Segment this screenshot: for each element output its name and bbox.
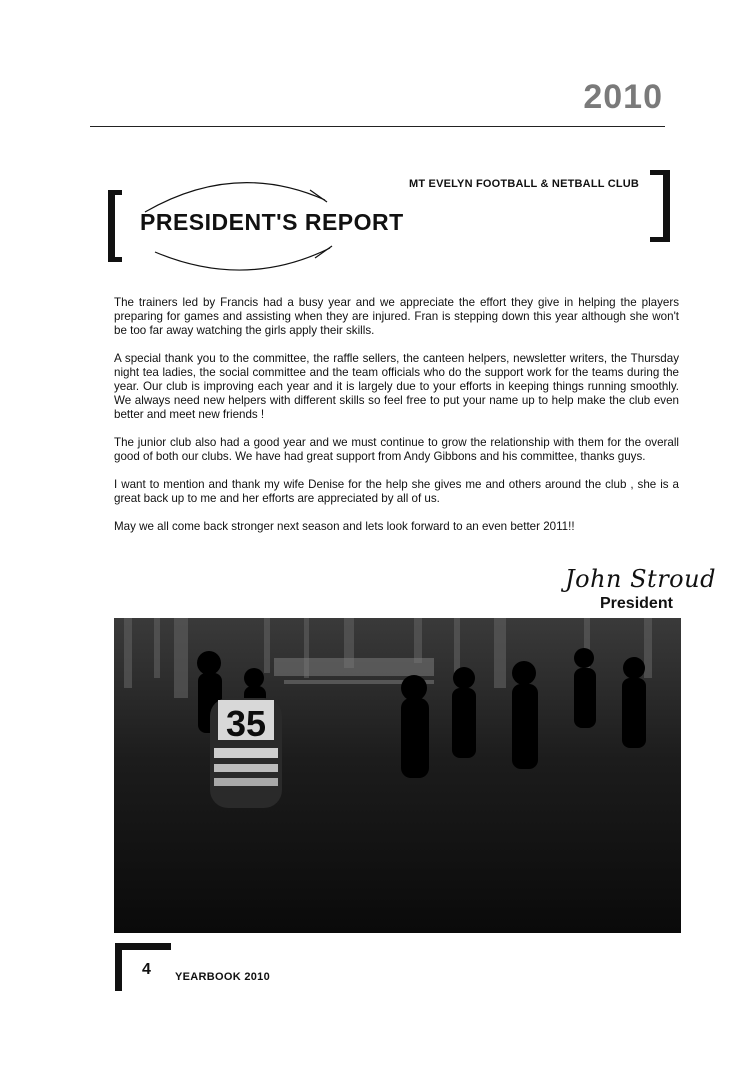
report-title: PRESIDENT'S REPORT xyxy=(140,209,404,235)
paragraph: May we all come back stronger next season and lets look forward to an even better 2011!! xyxy=(114,520,575,533)
team-photo xyxy=(114,618,681,933)
report-body xyxy=(114,296,679,548)
left-bracket xyxy=(108,190,122,262)
paragraph: A special thank you to the committee, the raffle sellers, the canteen helpers, newsletter writers, the Thursday night tea ladies, the social committee and the team officials who do the support work for the teams during the year. Our club is improving each year and it is largely due to your efforts in keeping things running smoothly. We always need new helpers with different skills so feel free to put your name up to help make the club even better and meet new friends ! xyxy=(114,352,679,421)
club-name: MT EVELYN FOOTBALL & NETBALL CLUB xyxy=(409,178,640,190)
paragraph: The trainers led by Francis had a busy year and we appreciate the effort they give in helping the players preparing for games and assisting when they are injured. Fran is stepping down this year although she won't be too far away watching the girls apply their skills. xyxy=(114,296,679,337)
footer-label: YEARBOOK 2010 xyxy=(175,971,270,983)
top-rule xyxy=(90,126,665,127)
jersey-number: 35 xyxy=(225,703,267,744)
signature-role: President xyxy=(600,595,673,612)
page-number: 4 xyxy=(142,961,151,978)
right-bracket xyxy=(650,170,670,242)
paragraph: I want to mention and thank my wife Denise for the help she gives me and others around the club , she is a great back up to me and her efforts are appreciated by all of us. xyxy=(114,478,679,505)
year-heading: 2010 xyxy=(583,78,663,116)
paragraph: The junior club also had a good year and we must continue to grow the relationship with them for the overall good of both our clubs. We have had great support from Andy Gibbons and his committee, thanks guys. xyxy=(114,436,679,463)
signature: John Stroud xyxy=(565,565,716,593)
